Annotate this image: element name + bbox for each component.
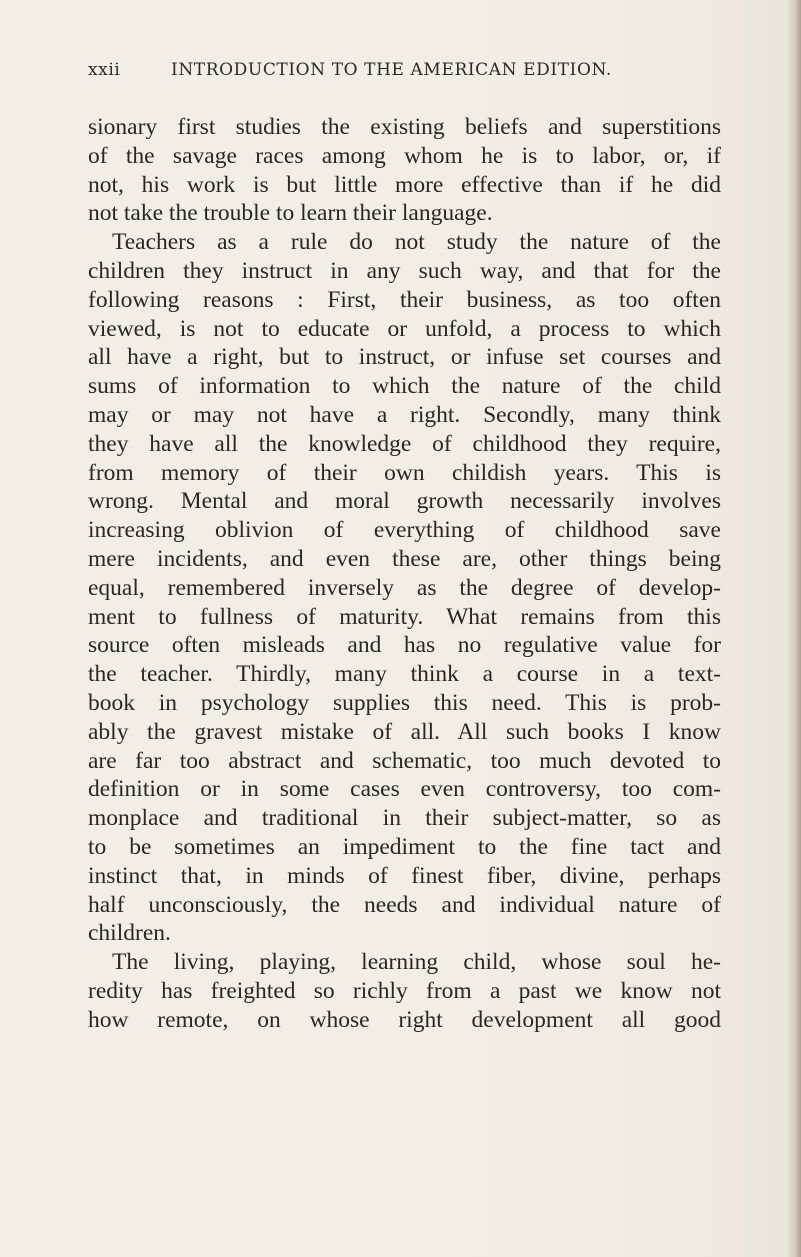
paragraph-1: [88, 113, 721, 228]
paragraph-3: [88, 948, 721, 1034]
text-line: ment to fullness of maturity. What remains from this: [88, 603, 721, 630]
text-line: children they instruct in any such way, and that for the: [88, 257, 721, 284]
text-line: source often misleads and has no regulative value for: [88, 632, 721, 659]
text-line: Teachers as a rule do not study the nature of the: [112, 229, 721, 256]
text-line: instinct that, in minds of finest fiber, divine, perhaps: [88, 862, 721, 889]
text-line: mere incidents, and even these are, other things being: [88, 545, 721, 572]
text-line: definition or in some cases even controversy, too com-: [88, 776, 721, 803]
text-line: from memory of their own childish years. This is: [88, 459, 721, 486]
body-text: [88, 113, 721, 1035]
text-line: how remote, on whose right development all good: [88, 1006, 721, 1033]
text-line: equal, remembered inversely as the degree of develop-: [88, 574, 721, 601]
text-line: viewed, is not to educate or unfold, a process to which: [88, 315, 721, 342]
text-line: The living, playing, learning child, whose soul he-: [112, 949, 721, 976]
running-head: [88, 60, 728, 86]
text-line: are far too abstract and schematic, too much devoted to: [88, 747, 721, 774]
page-edge-shadow: [787, 0, 801, 1257]
text-line: redity has freighted so richly from a past we know not: [88, 977, 721, 1004]
text-line: not take the trouble to learn their language.: [88, 200, 493, 227]
text-line: sionary first studies the existing beliefs and superstitions: [88, 114, 721, 140]
page-number: xxii: [88, 60, 121, 80]
paragraph-2: [88, 228, 721, 948]
text-line: to be sometimes an impediment to the fine tact and: [88, 833, 721, 860]
text-line: ably the gravest mistake of all. All such books I know: [88, 718, 721, 745]
text-line: they have all the knowledge of childhood they require,: [88, 430, 721, 457]
text-line: following reasons : First, their business, as too often: [88, 286, 721, 313]
text-line: not, his work is but little more effective than if he did: [88, 171, 721, 198]
text-line: of the savage races among whom he is to labor, or, if: [88, 142, 721, 169]
text-line: monplace and traditional in their subject-matter, so as: [88, 805, 721, 832]
text-line: book in psychology supplies this need. This is prob-: [88, 689, 721, 716]
text-line: wrong. Mental and moral growth necessarily involves: [88, 488, 721, 515]
text-line: sums of information to which the nature of the child: [88, 373, 721, 400]
text-line: all have a right, but to instruct, or infuse set courses and: [88, 344, 721, 371]
running-head-title: INTRODUCTION TO THE AMERICAN EDITION.: [171, 60, 612, 80]
text-line: the teacher. Thirdly, many think a course in a text-: [88, 661, 721, 688]
text-line: increasing oblivion of everything of childhood save: [88, 517, 721, 544]
text-line: children.: [88, 920, 171, 947]
text-line: may or may not have a right. Secondly, many think: [88, 401, 721, 428]
text-line: half unconsciously, the needs and individual nature of: [88, 891, 721, 918]
